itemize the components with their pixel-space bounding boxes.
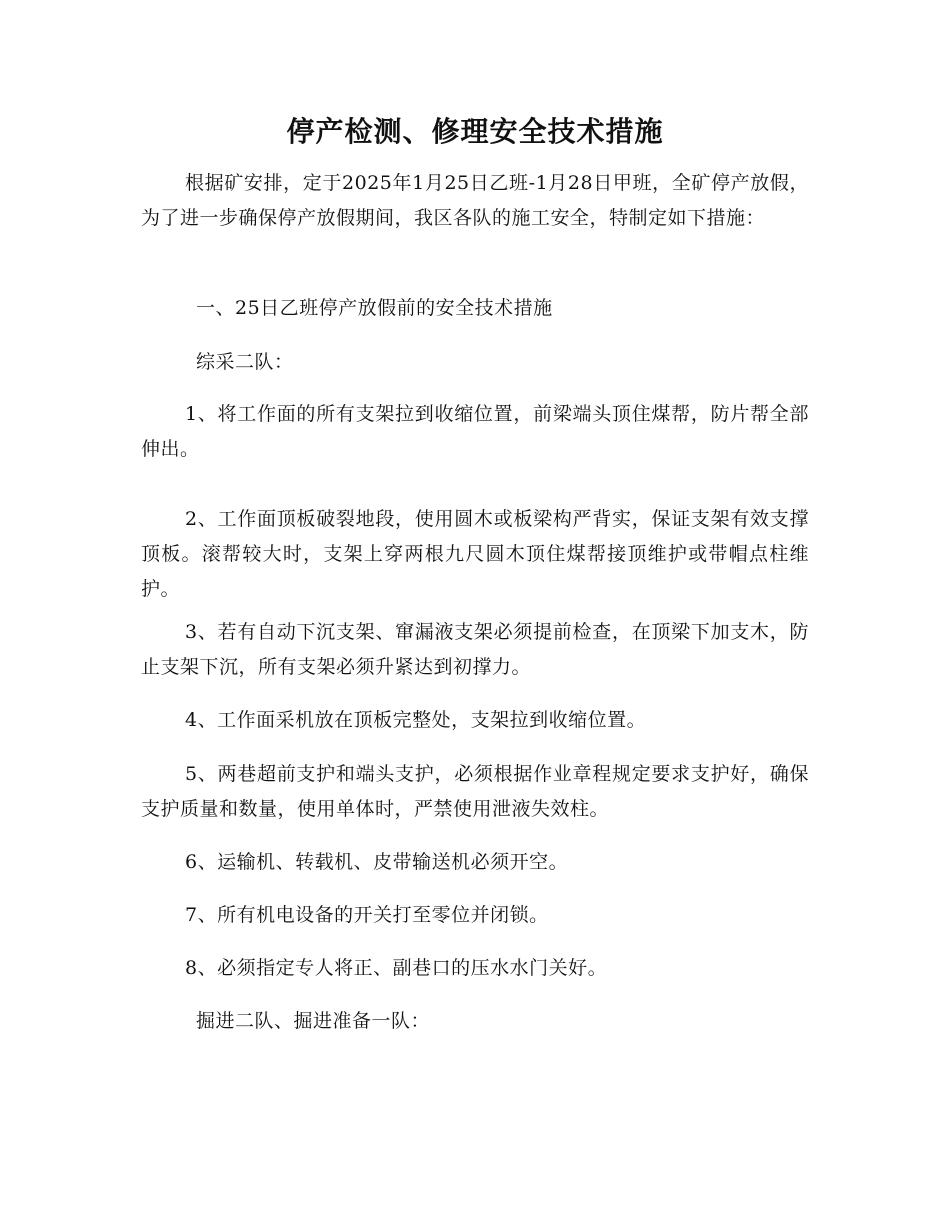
measure-item-2: 2、工作面顶板破裂地段，使用圆木或板梁构严背实，保证支架有效支撑顶板。滚帮较大时，支架上穿两根九尺圆木顶住煤帮接顶维护或带帽点柱维护。: [141, 508, 809, 600]
measure-item-7: 7、所有机电设备的开关打至零位并闭锁。: [185, 904, 549, 926]
measure-item-8: 8、必须指定专人将正、副巷口的压水水门关好。: [185, 957, 608, 979]
measure-item-3: 3、若有自动下沉支架、窜漏液支架必须提前检查，在顶梁下加支木，防止支架下沉，所有支架必须升紧达到初撑力。: [141, 621, 809, 678]
document-title: 停产检测、修理安全技术措施: [286, 115, 664, 148]
team-heading-excavation: 掘进二队、掘进准备一队：: [196, 1010, 431, 1032]
measure-item-6: 6、运输机、转载机、皮带输送机必须开空。: [185, 851, 569, 873]
measure-item-5: 5、两巷超前支护和端头支护，必须根据作业章程规定要求支护好，确保支护质量和数量，使用单体时，严禁使用泄液失效柱。: [141, 763, 809, 820]
measure-item-4: 4、工作面采机放在顶板完整处，支架拉到收缩位置。: [185, 709, 647, 731]
intro-paragraph: 根据矿安排，定于2025年1月25日乙班-1月28日甲班，全矿停产放假，为了进一步确保停产放假期间，我区各队的施工安全，特制定如下措施：: [141, 172, 809, 229]
measure-item-1: 1、将工作面的所有支架拉到收缩位置，前梁端头顶住煤帮，防片帮全部伸出。: [141, 403, 809, 460]
section-heading: 一、25日乙班停产放假前的安全技术措施: [196, 297, 553, 319]
team-heading-fully-mechanized: 综采二队：: [196, 351, 294, 373]
